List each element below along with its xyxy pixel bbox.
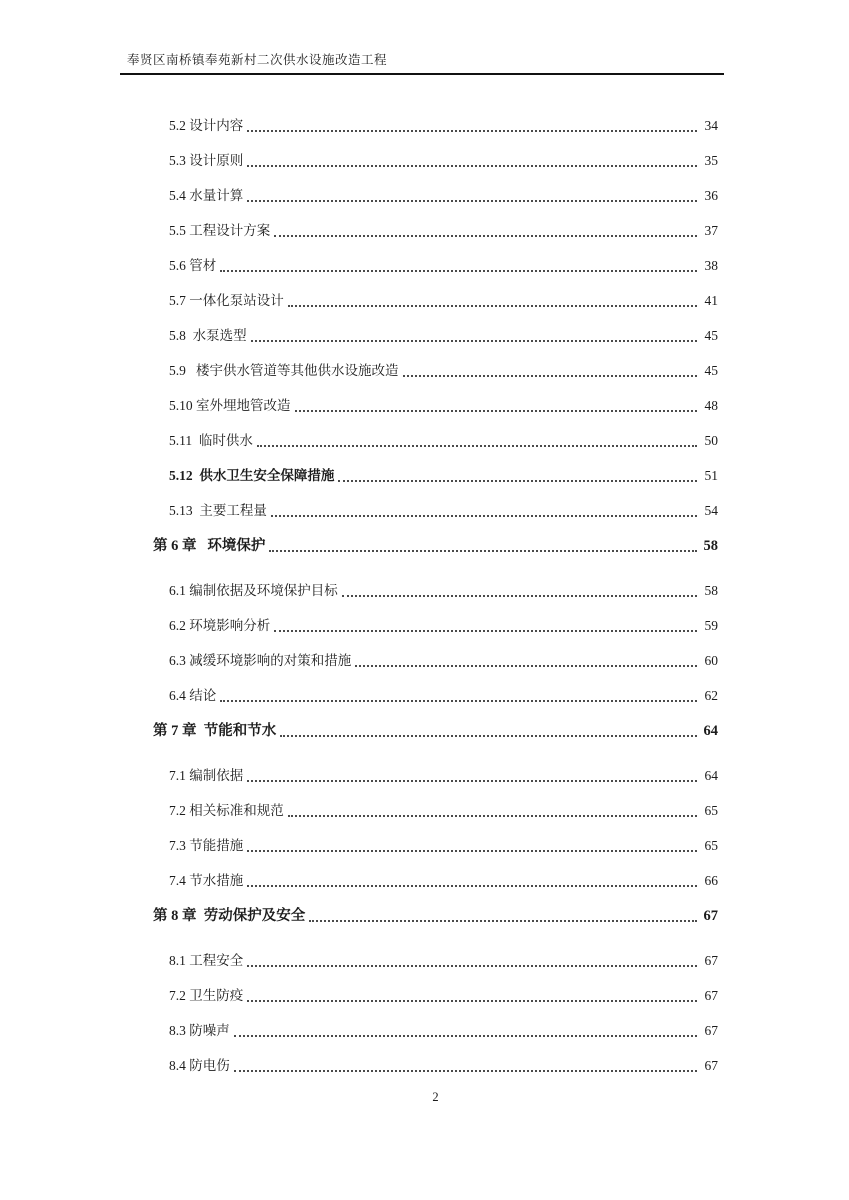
table-of-contents [153,115,718,1076]
toc-entry-8-2[interactable] [153,985,718,1006]
toc-entry-label: 5.13 主要工程量 [169,503,267,518]
toc-entry-label: 5.6 管材 [169,258,217,273]
toc-entry-page: 67 [704,1058,718,1073]
toc-entry-page: 67 [704,953,718,968]
toc-entry-label: 5.3 设计原则 [169,153,244,168]
toc-entry-page: 65 [704,838,718,853]
toc-entry-label: 5.8 水泵选型 [169,328,247,343]
toc-entry-8-3[interactable] [153,1020,718,1041]
toc-entry-label: 8.1 工程安全 [169,953,244,968]
toc-entry-label: 5.7 一体化泵站设计 [169,293,284,308]
toc-entry-page: 41 [704,293,718,308]
toc-entry-6-1[interactable] [153,580,718,601]
page-header [120,53,724,75]
toc-entry-chapter-8[interactable] [153,905,718,926]
toc-entry-label: 第 8 章 劳动保护及安全 [153,908,306,924]
dot-leader [403,375,698,377]
toc-entry-label: 5.9 楼宇供水管道等其他供水设施改造 [169,363,399,378]
dot-leader [355,665,697,667]
toc-entry-page: 67 [704,988,718,1003]
toc-entry-page: 36 [704,188,718,203]
toc-entry-page: 51 [704,468,718,483]
toc-entry-5-3[interactable] [153,150,718,171]
toc-entry-label: 6.4 结论 [169,688,217,703]
dot-leader [247,1000,697,1002]
toc-entry-page: 64 [704,768,718,783]
toc-entry-label: 7.2 相关标准和规范 [169,803,284,818]
toc-entry-page: 65 [704,803,718,818]
toc-entry-8-4[interactable] [153,1055,718,1076]
toc-entry-label: 8.4 防电伤 [169,1058,230,1073]
footer-page-number: 2 [432,1090,439,1104]
toc-entry-label: 第 7 章 节能和节水 [153,723,277,739]
toc-entry-6-2[interactable] [153,615,718,636]
toc-entry-page: 64 [703,723,718,739]
toc-entry-page: 45 [704,363,718,378]
toc-entry-page: 67 [704,1023,718,1038]
toc-entry-label: 5.12 供水卫生安全保障措施 [169,468,335,483]
toc-entry-6-4[interactable] [153,685,718,706]
dot-leader [257,445,697,447]
dot-leader [247,165,697,167]
dot-leader [280,735,697,737]
dot-leader [247,965,697,967]
toc-entry-label: 7.4 节水措施 [169,873,244,888]
dot-leader [274,235,697,237]
toc-entry-5-2[interactable] [153,115,718,136]
dot-leader [269,550,697,552]
toc-entry-page: 34 [704,118,718,133]
toc-entry-8-1[interactable] [153,950,718,971]
toc-entry-5-9[interactable] [153,360,718,381]
toc-entry-7-1[interactable] [153,765,718,786]
dot-leader [247,850,697,852]
dot-leader [234,1035,697,1037]
toc-entry-5-5[interactable] [153,220,718,241]
toc-entry-label: 7.2 卫生防疫 [169,988,244,1003]
dot-leader [247,200,697,202]
toc-entry-label: 6.1 编制依据及环境保护目标 [169,583,338,598]
dot-leader [247,130,697,132]
toc-entry-chapter-6[interactable] [153,535,718,556]
toc-entry-label: 6.3 减缓环境影响的对策和措施 [169,653,352,668]
toc-entry-page: 62 [704,688,718,703]
toc-entry-5-13[interactable] [153,500,718,521]
dot-leader [309,920,697,922]
toc-entry-label: 5.4 水量计算 [169,188,244,203]
dot-leader [295,410,698,412]
toc-entry-label: 7.3 节能措施 [169,838,244,853]
toc-entry-page: 58 [703,538,718,554]
dot-leader [288,305,697,307]
toc-entry-5-7[interactable] [153,290,718,311]
toc-entry-7-4[interactable] [153,870,718,891]
toc-entry-page: 58 [704,583,718,598]
toc-entry-label: 5.5 工程设计方案 [169,223,271,238]
toc-entry-label: 7.1 编制依据 [169,768,244,783]
toc-entry-5-10[interactable] [153,395,718,416]
toc-entry-label: 5.11 临时供水 [169,433,253,448]
toc-entry-label: 6.2 环境影响分析 [169,618,271,633]
toc-entry-5-11[interactable] [153,430,718,451]
dot-leader [342,595,697,597]
toc-entry-label: 8.3 防噪声 [169,1023,230,1038]
toc-entry-page: 60 [704,653,718,668]
toc-entry-page: 35 [704,153,718,168]
header-title: 奉贤区南桥镇奉苑新村二次供水设施改造工程 [127,53,388,67]
toc-entry-page: 59 [704,618,718,633]
toc-entry-page: 50 [704,433,718,448]
dot-leader [247,780,697,782]
toc-entry-page: 67 [703,908,718,924]
toc-entry-page: 66 [704,873,718,888]
dot-leader [274,630,697,632]
toc-entry-5-4[interactable] [153,185,718,206]
toc-entry-5-8[interactable] [153,325,718,346]
toc-entry-page: 48 [704,398,718,413]
toc-entry-label: 第 6 章 环境保护 [153,538,266,554]
dot-leader [247,885,697,887]
toc-entry-6-3[interactable] [153,650,718,671]
dot-leader [251,340,697,342]
toc-entry-7-2[interactable] [153,800,718,821]
dot-leader [338,480,697,482]
toc-entry-5-12[interactable] [153,465,718,486]
toc-entry-page: 37 [704,223,718,238]
dot-leader [220,270,697,272]
toc-entry-page: 38 [704,258,718,273]
toc-entry-5-6[interactable] [153,255,718,276]
toc-entry-chapter-7[interactable] [153,720,718,741]
dot-leader [271,515,697,517]
page-footer [153,1090,718,1105]
toc-entry-page: 54 [704,503,718,518]
toc-entry-label: 5.2 设计内容 [169,118,244,133]
dot-leader [220,700,697,702]
toc-entry-label: 5.10 室外埋地管改造 [169,398,291,413]
toc-entry-7-3[interactable] [153,835,718,856]
dot-leader [288,815,697,817]
dot-leader [234,1070,697,1072]
toc-entry-page: 45 [704,328,718,343]
